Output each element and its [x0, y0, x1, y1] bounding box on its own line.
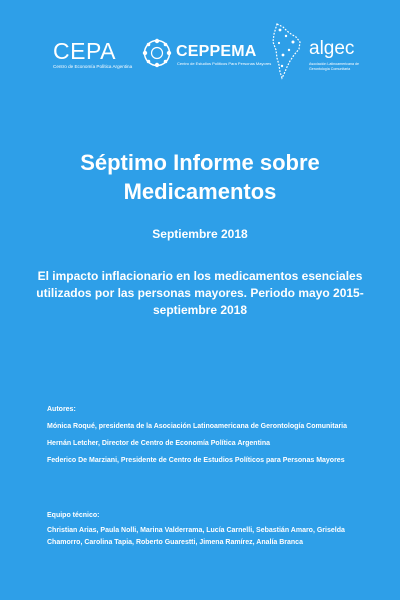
- cepa-logo-name: CEPA: [53, 38, 116, 64]
- report-title: Séptimo Informe sobre Medicamentos: [80, 150, 320, 204]
- algec-logo-name: algec: [309, 38, 355, 59]
- logo-row: [0, 18, 400, 80]
- ceppema-logo: [142, 36, 272, 76]
- ceppema-emblem-icon: [142, 38, 172, 68]
- technical-team-label: Equipo técnico:: [47, 512, 100, 519]
- ceppema-logo-subtitle: Centro de Estudios Políticos Para Personas Mayores: [177, 61, 272, 66]
- technical-team-members: Christian Arias, Paula Nolli, Marina Valderrama, Lucía Carnelli, Sebastián Amaro, Griselda Chamorro, Carolina Tapia, Roberto Guarestti, Jimena Ramírez, Analía Branca: [47, 527, 345, 546]
- report-date: Septiembre 2018: [152, 227, 248, 241]
- author-item: Federico De Marziani, Presidente de Centro de Estudios Políticos para Personas Mayores: [47, 457, 345, 464]
- cepa-logo: [53, 38, 133, 74]
- author-item: Hernán Letcher, Director de Centro de Economía Política Argentina: [47, 440, 271, 447]
- cepa-logo-subtitle: Centro de Economía Política Argentina: [53, 64, 133, 69]
- algec-logo: [270, 22, 370, 84]
- author-item: Mónica Roqué, presidenta de la Asociación Latinoamericana de Gerontología Comunitaria: [47, 423, 348, 430]
- ceppema-logo-name: CEPPEMA: [176, 43, 257, 60]
- algec-logo-subtitle: Asociación Latinoamericana de Gerontología Comunitaria: [309, 62, 359, 71]
- authors-section: [47, 405, 357, 473]
- authors-label: Autores:: [47, 406, 76, 413]
- report-subtitle: El impacto inflacionario en los medicamentos esenciales utilizados por las personas mayores. Periodo mayo 2015-septiembre 2018: [36, 269, 364, 317]
- latin-america-map-icon: [270, 22, 306, 80]
- technical-team-section: [47, 510, 367, 549]
